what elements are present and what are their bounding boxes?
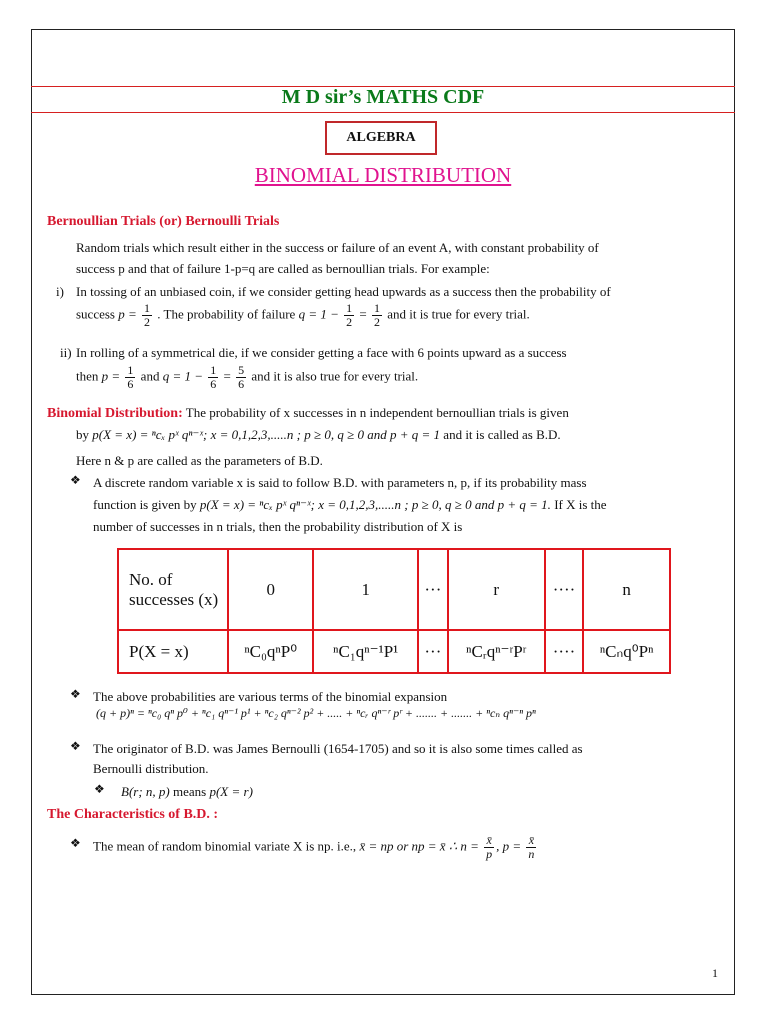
discrete-line3: number of successes in n trials, then the probability distribution of X is (93, 519, 463, 534)
diamond-bullet-icon: ❖ (94, 782, 105, 796)
table-cell: 0 (228, 549, 313, 630)
p-equals-2: p = (101, 368, 121, 384)
header-rule-bottom (31, 112, 735, 113)
mean-line (93, 834, 538, 861)
table-cell: P(X = x) (118, 630, 228, 673)
fraction-x-over-p: $\frac{x̄}{p}$ (486, 833, 493, 861)
q-equals-2: q = 1 − (162, 368, 203, 384)
bernoulli-heading: Bernoullian Trials (or) Bernoulli Trials (47, 214, 280, 229)
binomial-params: Here n & p are called as the parameters of B.D. (76, 453, 323, 468)
discrete-line2-a: function is given by (93, 497, 197, 512)
example2-tail: and it is also true for every trial. (251, 368, 419, 384)
main-title: BINOMIAL DISTRIBUTION (254, 163, 512, 187)
notation-right: p(X = r) (209, 784, 253, 799)
example2-and: and (140, 368, 160, 384)
mean-text: The mean of random binomial variate X is np. i.e., (93, 838, 357, 854)
characteristics-heading: The Characteristics of B.D. : (47, 807, 219, 822)
fraction-one-half-b: $\frac{1}{2}$ (346, 301, 353, 329)
example1-line1: In tossing of an unbiased coin, if we consider getting head upwards as a success then the probability of (76, 284, 611, 299)
discrete-formula: p(X = x) = ⁿcₓ pˣ qⁿ⁻ˣ; x = 0,1,2,3,.....n ; p ≥ 0, q ≥ 0 and p + q = 1. (199, 497, 551, 512)
probability-distribution-table (117, 548, 671, 674)
example1-failure-label: . The probability of failure (157, 306, 296, 322)
expansion-formula: (q + p)ⁿ = ⁿc₀ qⁿ p⁰ + ⁿc₁ qⁿ⁻¹ p¹ + ⁿc₂ qⁿ⁻² p² + ..... + ⁿcᵣ qⁿ⁻ʳ pʳ + ....... + ....... + ⁿcₙ qⁿ⁻ⁿ pⁿ (96, 706, 536, 720)
table-row (118, 549, 670, 630)
notation-means: means (173, 784, 207, 799)
table-cell: ⁿCₙq⁰Pⁿ (583, 630, 670, 673)
discrete-line2 (93, 494, 607, 515)
table-cell: ···· (545, 549, 583, 630)
binomial-heading: Binomial Distribution: (47, 406, 183, 421)
section-label: ALGEBRA (325, 121, 437, 155)
binomial-def-text: The probability of x successes in n independent bernoullian trials is given (185, 405, 569, 420)
bernoulli-intro-line2: success p and that of failure 1-p=q are called as bernoullian trials. For example: (76, 261, 490, 276)
discrete-line1: A discrete random variable x is said to follow B.D. with parameters n, p, if its probability mass (93, 475, 587, 490)
table-cell: ··· (418, 630, 448, 673)
example2-line2: then p = $\frac{1}{6}$ and q = 1 − $\frac{1}{6}$ = $\frac{5}{6}$ and it is also true for every trial. (76, 363, 419, 391)
binomial-def-line1 (47, 402, 569, 424)
fraction-five-sixths: $\frac{5}{6}$ (238, 363, 245, 391)
notation-left: B(r; n, p) (121, 784, 170, 799)
document-title: M D sir’s MATHS CDF (281, 86, 485, 108)
discrete-line2-b: If X is the (554, 497, 607, 512)
binomial-formula: p(X = x) = ⁿcₓ pˣ qⁿ⁻ˣ; x = 0,1,2,3,.....n ; p ≥ 0, q ≥ 0 and p + q = 1 (92, 427, 441, 442)
notation-line (121, 781, 253, 802)
table-cell: ···· (545, 630, 583, 673)
example2-line1: In rolling of a symmetrical die, if we consider getting a face with 6 points upward as a success (76, 345, 567, 360)
originator-line1: The originator of B.D. was James Bernoulli (1654-1705) and so it is also some times called as (93, 741, 583, 756)
table-cell: ⁿC₀qⁿP⁰ (228, 630, 313, 673)
fraction-one-sixth-b: $\frac{1}{6}$ (210, 363, 217, 391)
example1-success-label: success (76, 306, 115, 322)
diamond-bullet-icon: ❖ (70, 739, 81, 753)
fraction-one-half-c: $\frac{1}{2}$ (373, 301, 380, 329)
fraction-one-sixth: $\frac{1}{6}$ (127, 363, 134, 391)
diamond-bullet-icon: ❖ (70, 836, 81, 850)
diamond-bullet-icon: ❖ (70, 687, 81, 701)
table-cell: ⁿCᵣqⁿ⁻ʳPʳ (448, 630, 545, 673)
example2-then: then (76, 368, 99, 384)
table-cell: ⁿC₁qⁿ⁻¹P¹ (313, 630, 418, 673)
bernoulli-intro-line1: Random trials which result either in the success or failure of an event A, with constant probability of (76, 240, 599, 255)
example1-line2: success p = $\frac{1}{2}$ . The probability of failure q = 1 − $\frac{1}{2}$ = $\frac{1}{2}$ and it is true for every trial. (76, 301, 530, 329)
table-cell: r (448, 549, 545, 630)
diamond-bullet-icon: ❖ (70, 473, 81, 487)
table-cell: 1 (313, 549, 418, 630)
p-equals: p = (118, 306, 137, 322)
binomial-def-by: by (76, 427, 89, 442)
expansion-text: The above probabilities are various terms of the binomial expansion (93, 689, 448, 704)
originator-line2: Bernoulli distribution. (93, 761, 209, 776)
table-cell: ··· (418, 549, 448, 630)
binomial-def-tail: and it is called as B.D. (443, 427, 561, 442)
fraction-x-over-n: $\frac{x̄}{n}$ (528, 833, 535, 861)
example1-marker: i) (56, 284, 64, 299)
table-cell: No. of successes (x) (118, 549, 228, 630)
example2-marker: ii) (60, 345, 72, 360)
binomial-def-line2 (76, 424, 561, 445)
page-number: 1 (712, 966, 718, 980)
mean-formula-2: , p = (496, 838, 522, 854)
table-cell: n (583, 549, 670, 630)
fraction-one-half: $\frac{1}{2}$ (144, 301, 151, 329)
mean-formula: x̄ = np or np = x̄ ∴ n = (359, 838, 479, 854)
q-equals: q = 1 − (298, 306, 339, 322)
table-row (118, 630, 670, 673)
example1-tail: and it is true for every trial. (387, 306, 530, 322)
